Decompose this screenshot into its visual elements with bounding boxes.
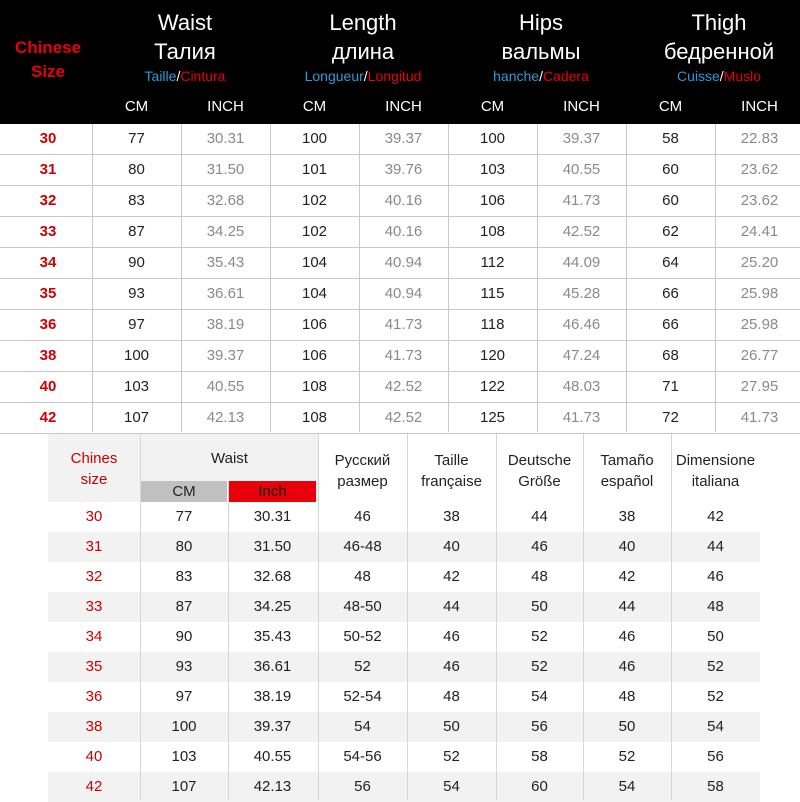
size-cell: 36 xyxy=(39,316,57,333)
value-cell: 52 xyxy=(707,658,724,675)
value-cell: 97 xyxy=(175,688,193,705)
size-cell: 30 xyxy=(39,130,57,147)
inch-unit-label: Inch xyxy=(229,481,316,502)
header-line2: italiana xyxy=(691,473,740,490)
size-cell: 35 xyxy=(85,658,103,675)
table-row xyxy=(48,742,760,772)
value-cell: 90 xyxy=(175,628,193,645)
inch-cell: 42.52 xyxy=(384,409,423,426)
inch-cell: 35.43 xyxy=(206,254,245,271)
inch-cell: 38.19 xyxy=(206,316,245,333)
size-cell: 34 xyxy=(39,254,57,271)
cm-cell: 108 xyxy=(301,409,328,426)
grid-line xyxy=(715,124,716,432)
header-english: Thigh xyxy=(691,10,747,35)
header-french: Longueur xyxy=(304,68,364,84)
cm-cell: 93 xyxy=(128,285,145,302)
grid-line xyxy=(228,481,229,800)
size-cell: 31 xyxy=(85,538,103,555)
value-cell: 46 xyxy=(618,658,636,675)
cm-cell: 100 xyxy=(301,130,328,147)
waist-header: Waist xyxy=(211,450,248,467)
table-row xyxy=(0,186,800,217)
inch-cell: 32.68 xyxy=(206,192,245,209)
value-cell: 36.61 xyxy=(253,658,292,675)
cm-cell: 122 xyxy=(479,378,506,395)
chinese-size-header xyxy=(0,36,96,84)
table-row xyxy=(48,532,760,562)
unit-inch-label: INCH xyxy=(385,98,422,115)
table-row xyxy=(48,772,760,802)
value-cell: 46 xyxy=(618,628,636,645)
size-cell: 31 xyxy=(39,161,57,178)
inch-cell: 40.16 xyxy=(384,192,423,209)
grid-line xyxy=(448,124,449,432)
inch-cell: 44.09 xyxy=(562,254,601,271)
size-cell: 38 xyxy=(39,347,57,364)
unit-inch-label: INCH xyxy=(741,98,778,115)
header-translations xyxy=(96,66,274,86)
value-cell: 52 xyxy=(443,748,460,765)
value-cell: 54-56 xyxy=(343,748,382,765)
value-cell: 40 xyxy=(618,538,636,555)
inch-cell: 48.03 xyxy=(562,378,601,395)
grid-line xyxy=(626,124,627,432)
size-cell: 36 xyxy=(85,688,103,705)
inch-cell: 25.20 xyxy=(740,254,779,271)
size-cell: 30 xyxy=(85,508,103,525)
value-cell: 54 xyxy=(354,718,371,735)
value-cell: 48 xyxy=(443,688,460,705)
header-separator: / xyxy=(539,68,543,84)
cm-unit-label: CM xyxy=(141,481,227,502)
grid-line xyxy=(583,434,584,800)
size-cell: 38 xyxy=(85,718,103,735)
table-row xyxy=(0,155,800,186)
value-cell: 56 xyxy=(531,718,548,735)
inch-cell: 40.94 xyxy=(384,254,423,271)
inch-cell: 27.95 xyxy=(740,378,779,395)
table-row xyxy=(48,562,760,592)
value-cell: 93 xyxy=(175,658,193,675)
header-english: Hips xyxy=(518,10,563,35)
header-spanish: Cadera xyxy=(542,68,589,84)
table-row xyxy=(0,217,800,248)
inch-cell: 41.73 xyxy=(740,409,779,426)
size-cell: 40 xyxy=(85,748,103,765)
inch-cell: 25.98 xyxy=(740,285,779,302)
header-russian: длина xyxy=(331,39,395,64)
size-system-header xyxy=(583,450,671,492)
inch-cell: 40.16 xyxy=(384,223,423,240)
header-separator: / xyxy=(176,68,181,84)
table-row xyxy=(0,403,800,434)
cm-cell: 104 xyxy=(301,254,328,271)
header-translations xyxy=(630,66,800,86)
grid-line xyxy=(407,434,408,800)
value-cell: 48 xyxy=(531,568,548,585)
size-cell: 34 xyxy=(85,628,103,645)
column-group-header-waist xyxy=(96,8,274,88)
size-header-line2: Size xyxy=(30,62,66,81)
size-cell: 33 xyxy=(85,598,103,615)
header-line2: Größe xyxy=(518,473,561,490)
table-row xyxy=(48,502,760,532)
cm-cell: 102 xyxy=(301,192,328,209)
value-cell: 103 xyxy=(171,748,197,765)
size-cell: 33 xyxy=(39,223,57,240)
value-cell: 54 xyxy=(531,688,548,705)
header-russian: Талия xyxy=(154,39,216,64)
inch-cell: 41.73 xyxy=(562,192,601,209)
header-english: Length xyxy=(329,10,397,35)
cm-cell: 107 xyxy=(123,409,150,426)
grid-line xyxy=(92,124,93,432)
cm-cell: 108 xyxy=(479,223,506,240)
value-cell: 46 xyxy=(354,508,371,525)
value-cell: 50-52 xyxy=(343,628,382,645)
header-line1: Tamaño xyxy=(600,452,654,469)
cm-cell: 58 xyxy=(662,130,679,147)
chines-size-header xyxy=(48,448,140,490)
value-cell: 42 xyxy=(707,508,724,525)
value-cell: 52 xyxy=(531,628,548,645)
header-separator: / xyxy=(363,68,368,84)
value-cell: 31.50 xyxy=(253,538,292,555)
table-row xyxy=(0,372,800,403)
value-cell: 38 xyxy=(618,508,636,525)
cm-cell: 103 xyxy=(123,378,150,395)
header-russian: вальмы xyxy=(501,39,581,64)
unit-cm-label: CM xyxy=(480,98,505,115)
cm-cell: 71 xyxy=(662,378,679,395)
value-cell: 58 xyxy=(531,748,548,765)
cm-cell: 100 xyxy=(479,130,506,147)
table-row xyxy=(0,248,800,279)
cm-cell: 60 xyxy=(662,161,679,178)
header-french: hanche xyxy=(493,68,540,84)
inch-cell: 36.61 xyxy=(206,285,245,302)
grid-line xyxy=(140,434,141,800)
value-cell: 42.13 xyxy=(253,778,292,795)
value-cell: 46 xyxy=(531,538,548,555)
value-cell: 60 xyxy=(531,778,548,795)
cm-cell: 125 xyxy=(479,409,506,426)
cm-cell: 106 xyxy=(479,192,506,209)
cm-cell: 101 xyxy=(301,161,328,178)
value-cell: 46 xyxy=(707,568,724,585)
value-cell: 30.31 xyxy=(253,508,292,525)
inch-cell: 45.28 xyxy=(562,285,601,302)
size-cell: 32 xyxy=(85,568,103,585)
value-cell: 34.25 xyxy=(253,598,292,615)
inch-cell: 25.98 xyxy=(740,316,779,333)
value-cell: 77 xyxy=(175,508,193,525)
inch-cell: 41.73 xyxy=(562,409,601,426)
value-cell: 52 xyxy=(618,748,636,765)
header-line1: Deutsche xyxy=(507,452,572,469)
inch-cell: 24.41 xyxy=(740,223,779,240)
value-cell: 42 xyxy=(443,568,460,585)
cm-cell: 120 xyxy=(479,347,506,364)
cm-cell: 115 xyxy=(480,285,505,302)
header-line2: размер xyxy=(337,473,388,490)
value-cell: 38 xyxy=(443,508,460,525)
value-cell: 107 xyxy=(171,778,197,795)
inch-cell: 40.55 xyxy=(562,161,601,178)
size-system-header xyxy=(671,450,760,492)
column-group-header-thigh xyxy=(630,8,800,88)
cm-cell: 62 xyxy=(662,223,679,240)
unit-cm-label: CM xyxy=(302,98,327,115)
cm-cell: 106 xyxy=(301,316,328,333)
cm-cell: 100 xyxy=(123,347,150,364)
column-group-header-length xyxy=(274,8,452,88)
value-cell: 54 xyxy=(618,778,636,795)
size-header-line1: Chinese xyxy=(14,38,82,57)
grid-line xyxy=(359,124,360,432)
value-cell: 52 xyxy=(531,658,548,675)
inch-cell: 46.46 xyxy=(562,316,601,333)
header-spanish: Muslo xyxy=(723,68,762,84)
cm-cell: 103 xyxy=(479,161,506,178)
value-cell: 46-48 xyxy=(343,538,382,555)
inch-cell: 41.73 xyxy=(384,347,423,364)
inch-cell: 42.13 xyxy=(206,409,245,426)
inch-cell: 39.76 xyxy=(384,161,423,178)
table-row xyxy=(0,341,800,372)
value-cell: 54 xyxy=(707,718,724,735)
value-cell: 44 xyxy=(531,508,548,525)
inch-cell: 26.77 xyxy=(740,347,779,364)
table-row xyxy=(48,652,760,682)
inch-cell: 40.94 xyxy=(384,285,423,302)
cm-cell: 87 xyxy=(128,223,145,240)
unit-cm-label: CM xyxy=(124,98,149,115)
cm-cell: 83 xyxy=(128,192,145,209)
header-english: Waist xyxy=(157,10,213,35)
value-cell: 83 xyxy=(175,568,193,585)
size-cell: 32 xyxy=(39,192,57,209)
inch-cell: 40.55 xyxy=(206,378,245,395)
unit-inch-label: INCH xyxy=(207,98,244,115)
size-cell: 35 xyxy=(39,285,57,302)
header-spanish: Cintura xyxy=(180,68,226,84)
value-cell: 50 xyxy=(618,718,636,735)
value-cell: 48 xyxy=(707,598,724,615)
header-line2: español xyxy=(600,473,654,490)
table-row xyxy=(48,712,760,742)
value-cell: 32.68 xyxy=(253,568,292,585)
value-cell: 52 xyxy=(707,688,724,705)
value-cell: 39.37 xyxy=(253,718,292,735)
value-cell: 46 xyxy=(443,628,460,645)
inch-cell: 34.25 xyxy=(206,223,245,240)
inch-cell: 41.73 xyxy=(384,316,423,333)
cm-cell: 118 xyxy=(480,316,505,333)
grid-line xyxy=(270,124,271,432)
value-cell: 48 xyxy=(618,688,636,705)
header-spanish: Longitud xyxy=(367,68,422,84)
header-line1: Taille xyxy=(434,452,469,469)
cm-cell: 77 xyxy=(128,130,145,147)
inch-cell: 39.37 xyxy=(206,347,245,364)
size-cell: 42 xyxy=(39,409,57,426)
inch-cell: 42.52 xyxy=(384,378,423,395)
cm-cell: 72 xyxy=(662,409,679,426)
grid-line xyxy=(181,124,182,432)
value-cell: 50 xyxy=(707,628,724,645)
cm-cell: 108 xyxy=(301,378,328,395)
column-group-header-hips xyxy=(452,8,630,88)
value-cell: 38.19 xyxy=(253,688,292,705)
value-cell: 42 xyxy=(618,568,636,585)
cm-cell: 64 xyxy=(662,254,679,271)
inch-cell: 31.50 xyxy=(206,161,245,178)
value-cell: 50 xyxy=(443,718,460,735)
cm-cell: 66 xyxy=(662,316,679,333)
grid-line xyxy=(537,124,538,432)
table-row xyxy=(0,279,800,310)
table-row xyxy=(48,622,760,652)
table-row xyxy=(0,124,800,155)
header-translations xyxy=(452,66,630,86)
inch-cell: 30.31 xyxy=(206,130,245,147)
header-russian: бедренной xyxy=(663,39,775,64)
header-separator: / xyxy=(719,68,724,84)
value-cell: 48-50 xyxy=(343,598,382,615)
value-cell: 44 xyxy=(618,598,636,615)
header-line1: Русский xyxy=(334,452,391,469)
size-header-line2: size xyxy=(80,471,108,488)
value-cell: 46 xyxy=(443,658,460,675)
value-cell: 48 xyxy=(354,568,371,585)
size-header-line1: Chines xyxy=(70,450,118,467)
value-cell: 44 xyxy=(443,598,460,615)
header-line2: française xyxy=(421,473,482,490)
value-cell: 56 xyxy=(707,748,724,765)
cm-cell: 112 xyxy=(480,254,505,271)
size-system-header xyxy=(496,450,583,492)
inch-cell: 42.52 xyxy=(562,223,601,240)
grid-line xyxy=(671,434,672,800)
value-cell: 100 xyxy=(171,718,197,735)
size-system-header xyxy=(318,450,407,492)
value-cell: 87 xyxy=(175,598,193,615)
unit-cm-label: CM xyxy=(658,98,683,115)
bottom-size-table xyxy=(48,434,760,800)
grid-line xyxy=(318,434,319,800)
value-cell: 40.55 xyxy=(253,748,292,765)
cm-cell: 68 xyxy=(662,347,679,364)
cm-cell: 104 xyxy=(301,285,328,302)
header-french: Taille xyxy=(144,68,177,84)
cm-cell: 60 xyxy=(662,192,679,209)
value-cell: 52-54 xyxy=(343,688,382,705)
inch-cell: 39.37 xyxy=(562,130,601,147)
header-line1: Dimensione xyxy=(675,452,756,469)
unit-inch-label: INCH xyxy=(563,98,600,115)
size-system-header xyxy=(407,450,496,492)
inch-cell: 47.24 xyxy=(562,347,601,364)
value-cell: 40 xyxy=(443,538,460,555)
value-cell: 44 xyxy=(707,538,724,555)
cm-cell: 90 xyxy=(128,254,145,271)
size-cell: 42 xyxy=(85,778,103,795)
value-cell: 52 xyxy=(354,658,371,675)
inch-cell: 23.62 xyxy=(740,161,779,178)
cm-cell: 102 xyxy=(301,223,328,240)
inch-cell: 23.62 xyxy=(740,192,779,209)
value-cell: 80 xyxy=(175,538,193,555)
inch-cell: 22.83 xyxy=(740,130,779,147)
value-cell: 54 xyxy=(443,778,460,795)
header-translations xyxy=(274,66,452,86)
value-cell: 58 xyxy=(707,778,724,795)
value-cell: 50 xyxy=(531,598,548,615)
value-cell: 56 xyxy=(354,778,371,795)
cm-cell: 106 xyxy=(301,347,328,364)
table-row xyxy=(0,310,800,341)
table-row xyxy=(48,682,760,712)
header-french: Cuisse xyxy=(676,68,720,84)
value-cell: 35.43 xyxy=(253,628,292,645)
cm-cell: 80 xyxy=(128,161,145,178)
table-row xyxy=(48,592,760,622)
cm-cell: 66 xyxy=(662,285,679,302)
size-cell: 40 xyxy=(39,378,57,395)
grid-line xyxy=(496,434,497,800)
inch-cell: 39.37 xyxy=(384,130,423,147)
cm-cell: 97 xyxy=(128,316,145,333)
